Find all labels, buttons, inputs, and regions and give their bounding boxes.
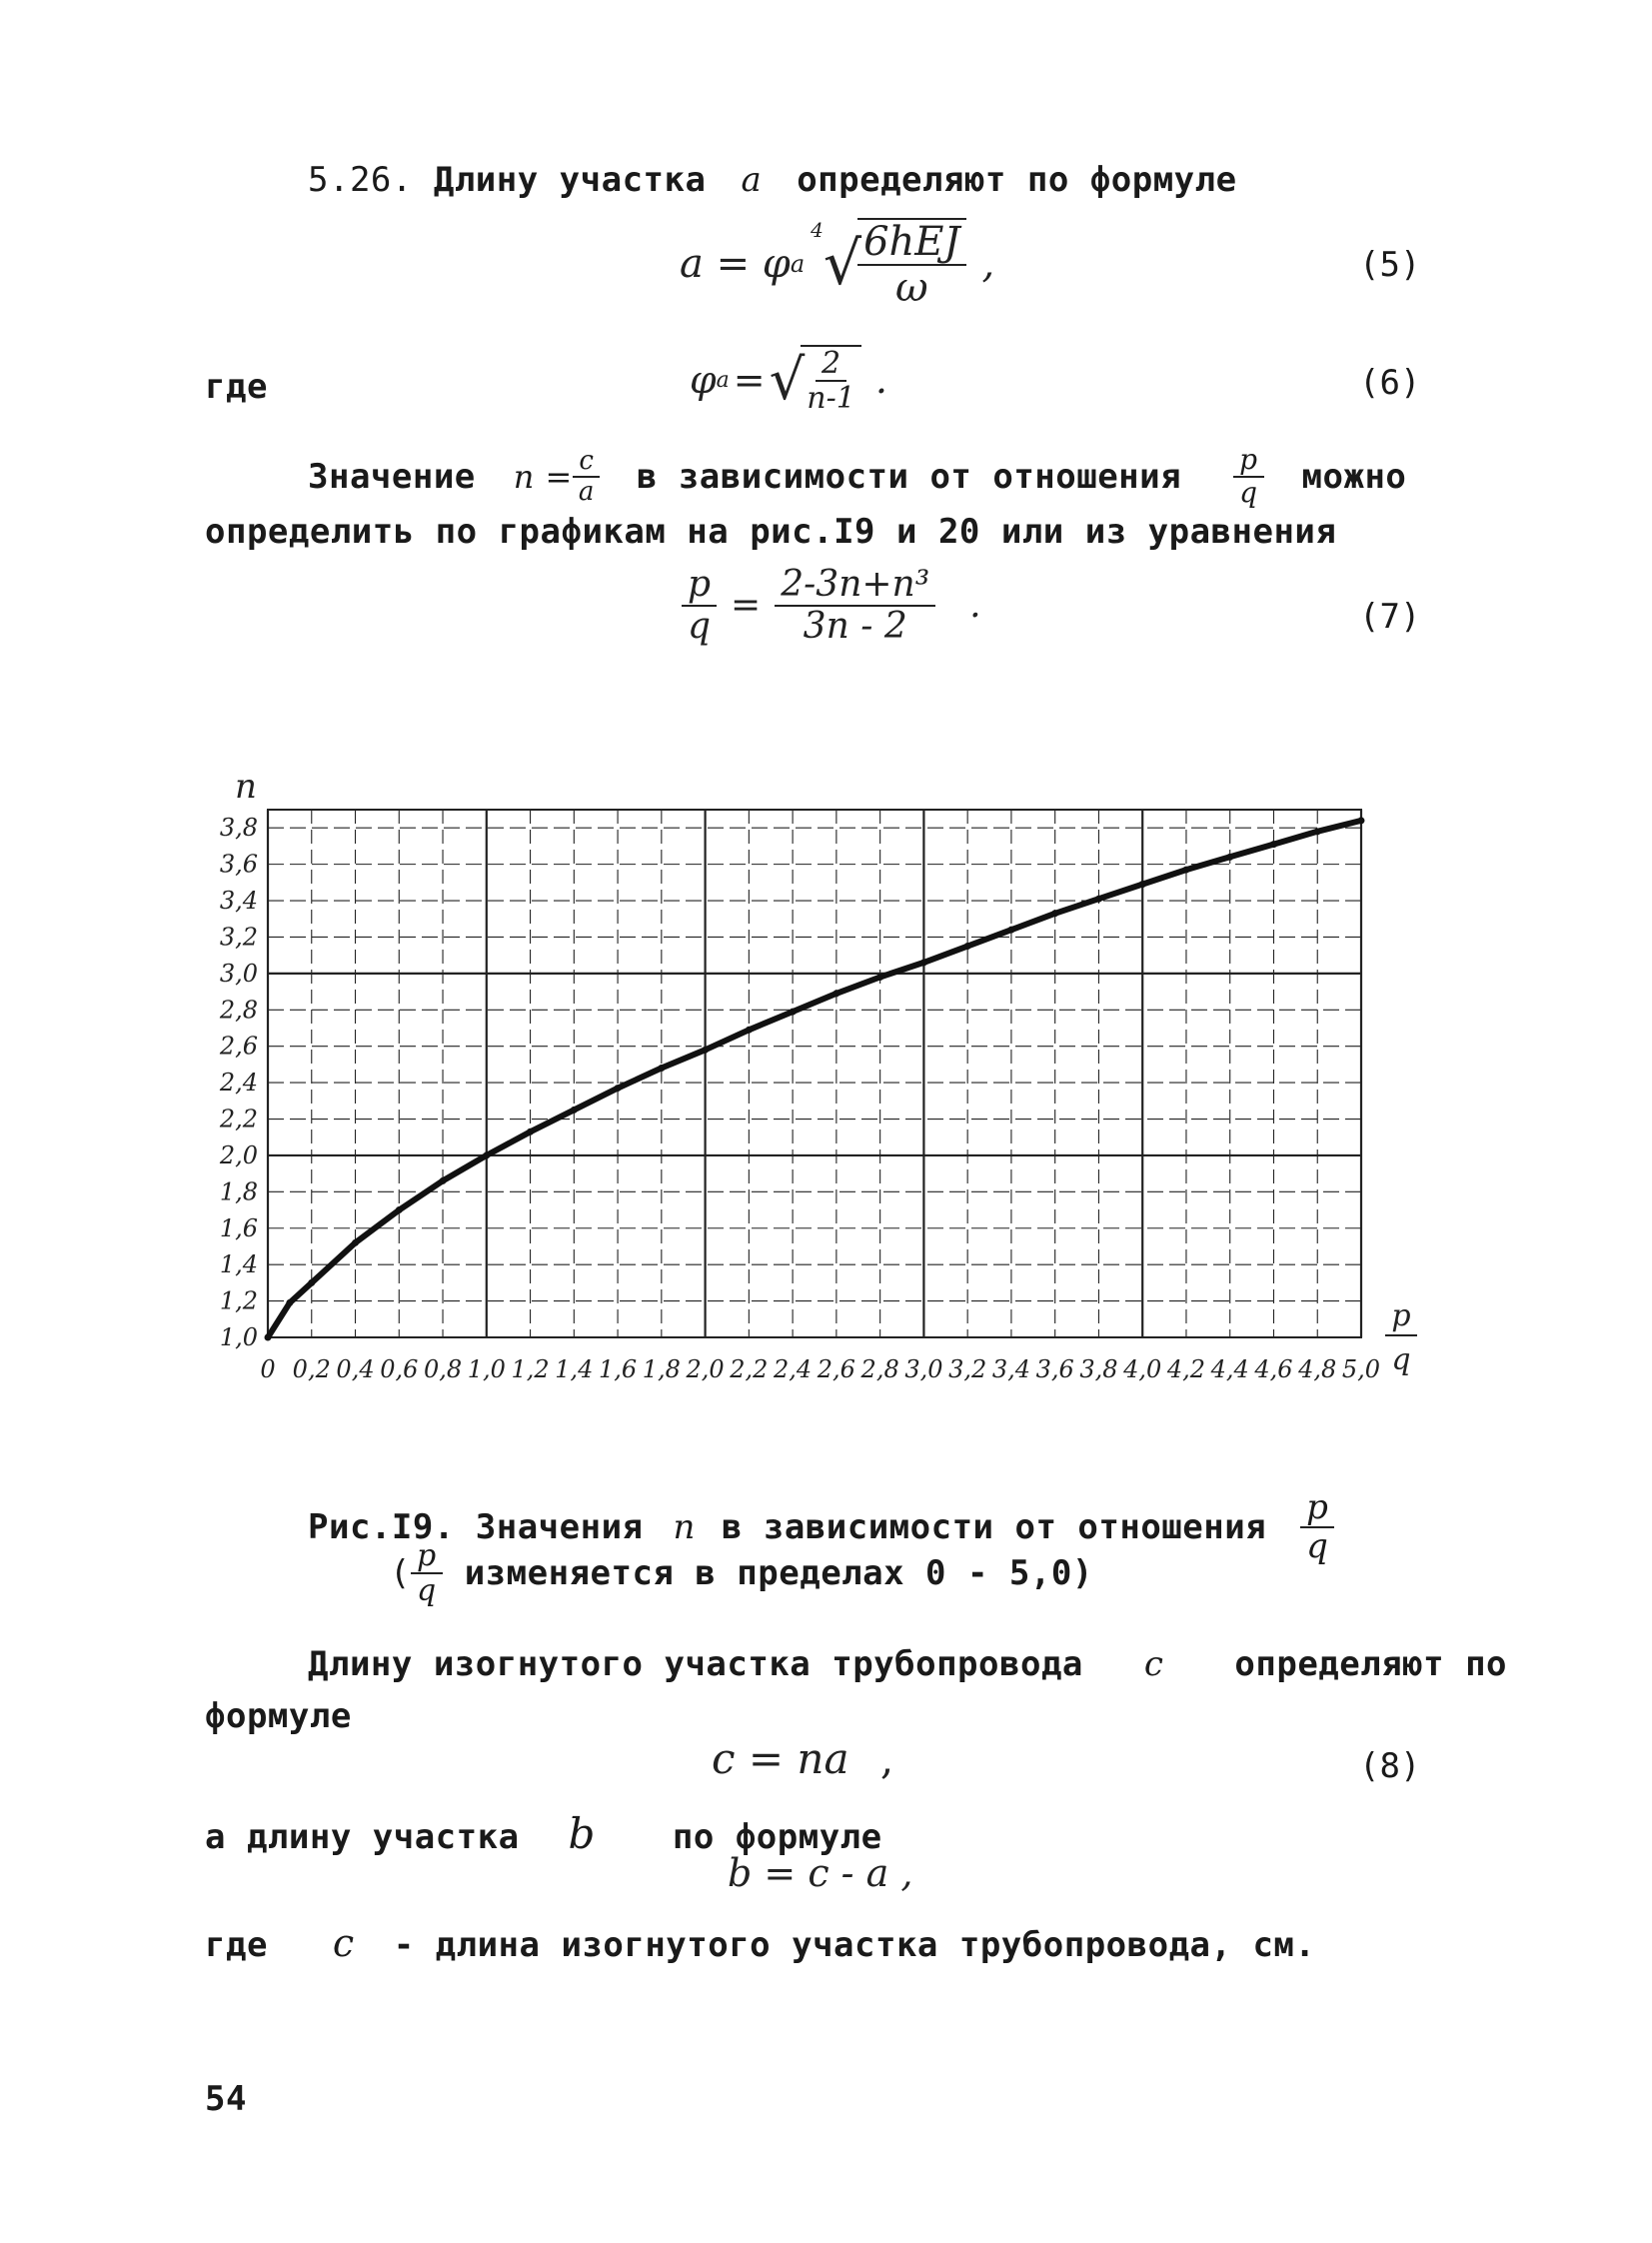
y-axis-label: n	[235, 767, 257, 807]
y-tick-label: 1,6	[219, 1213, 258, 1242]
data-point	[440, 1177, 447, 1184]
x-tick-label: 2,2	[730, 1355, 769, 1383]
chart-axes	[268, 810, 1361, 1337]
x-tick-label: 0	[260, 1355, 276, 1383]
chart-grid	[268, 810, 1361, 1337]
x-tick-label: 1,2	[511, 1355, 550, 1383]
y-tick-label: 2,0	[219, 1140, 258, 1169]
caption-line1: Рис.I9. Значения	[308, 1507, 644, 1548]
x-tick-label: 3,4	[991, 1355, 1031, 1383]
paragraph-1-line-2: определить по графикам на рис.I9 и 20 или из уравнения	[205, 512, 1337, 552]
y-tick-label: 3,4	[219, 887, 258, 916]
y-tick-label: 3,8	[219, 814, 258, 843]
data-point	[1139, 881, 1146, 888]
eq6-number: (6)	[1359, 363, 1421, 403]
data-point	[1314, 828, 1321, 835]
caption-line1-mid: в зависимости от отношения	[721, 1507, 1267, 1548]
para1-pq-den: q	[1239, 475, 1258, 509]
para1-end: можно	[1301, 456, 1407, 497]
para1-mid: в зависимости от отношения	[636, 456, 1182, 497]
paragraph-2-line-1	[308, 1644, 1507, 1684]
data-point	[702, 1047, 709, 1054]
data-point	[352, 1239, 359, 1246]
caption-pq-num: p	[1300, 1489, 1334, 1528]
figure-caption-line-2	[390, 1539, 1093, 1607]
y-tick-label: 1,0	[219, 1323, 258, 1351]
x-axis-label-num: p	[1391, 1298, 1411, 1333]
caption-pq-den: q	[1306, 1526, 1329, 1567]
caption-line2-fraction	[411, 1539, 443, 1607]
plot-frame	[268, 810, 1361, 1337]
x-tick-label: 1,6	[598, 1355, 638, 1383]
x-tick-label: 4,8	[1298, 1355, 1337, 1383]
data-point	[1182, 867, 1189, 874]
eq6-num: 2	[816, 347, 846, 382]
x-tick-label: 4,6	[1254, 1355, 1293, 1383]
var-a: a	[741, 160, 763, 200]
caption-line2-den: q	[416, 1573, 437, 1608]
caption-line2-rest: изменяется в пределах 0 - 5,0)	[464, 1553, 1093, 1593]
eq5-root-index: 4	[811, 218, 824, 242]
eq7-rhs-den: 3n - 2	[803, 605, 907, 647]
x-tick-label: 0,6	[380, 1355, 419, 1383]
data-point	[1270, 841, 1277, 848]
equation-8	[712, 1734, 893, 1783]
x-tick-label: 0,8	[423, 1355, 463, 1383]
series-line	[268, 821, 1361, 1337]
x-tick-label: 1,4	[555, 1355, 594, 1383]
x-tick-label: 3,8	[1079, 1355, 1118, 1383]
para3-var: b	[568, 1809, 596, 1858]
page-number: 54	[205, 2079, 247, 2119]
x-tick-label: 3,2	[948, 1355, 987, 1383]
x-tick-label: 4,4	[1210, 1355, 1249, 1383]
data-point	[1226, 854, 1233, 861]
y-tick-label: 2,4	[219, 1069, 258, 1098]
paragraph-4	[205, 1921, 1315, 1965]
data-point	[964, 943, 971, 950]
data-point	[1007, 927, 1014, 934]
x-tick-label: 5,0	[1341, 1355, 1381, 1383]
x-tick-label: 3,6	[1035, 1355, 1074, 1383]
x-tick-label: 2,6	[817, 1355, 855, 1383]
x-tick-label: 2,8	[860, 1355, 899, 1383]
eq5-number: (5)	[1359, 245, 1421, 285]
section-intro-tail: определяют по формуле	[797, 160, 1237, 200]
eq5-tail: ,	[981, 241, 995, 287]
data-point	[1051, 910, 1058, 917]
eq6-lhs-sub: a	[716, 367, 730, 393]
x-axis-label-den: q	[1391, 1342, 1411, 1377]
paragraph-2-line-2: формуле	[205, 1696, 352, 1736]
eq8-formula: c = na	[712, 1734, 849, 1783]
data-point	[265, 1334, 272, 1341]
data-point	[876, 974, 883, 981]
eq8-number: (8)	[1359, 1746, 1421, 1786]
x-tick-label: 4,0	[1123, 1355, 1162, 1383]
x-tick-label: 2,0	[686, 1355, 725, 1383]
y-tick-label: 3,6	[219, 850, 258, 879]
data-point	[1358, 817, 1365, 824]
eq7-rhs-num: 2-3n+n³	[775, 565, 935, 607]
para4-end: - длина изогнутого участка трубопровода, см.	[393, 1925, 1316, 1965]
eq5-lhs-sub: a	[790, 250, 806, 278]
y-tick-label: 1,4	[219, 1250, 258, 1279]
caption-pq-fraction	[1300, 1489, 1334, 1566]
para4-start: где	[205, 1925, 268, 1965]
equation-9: b = c - a ,	[728, 1851, 913, 1895]
data-point	[615, 1085, 622, 1092]
x-tick-label: 1,0	[467, 1355, 506, 1383]
data-point	[527, 1128, 534, 1135]
x-tick-label: 2,4	[774, 1355, 813, 1383]
data-point	[746, 1027, 753, 1034]
where-label: где	[205, 367, 268, 407]
para1-n-var: n =	[513, 457, 573, 496]
eq6-lhs: φ	[690, 358, 717, 402]
para2-start: Длину изогнутого участка трубопровода	[308, 1644, 1083, 1684]
eq7-eq: =	[731, 585, 762, 627]
eq7-lhs-den: q	[688, 605, 712, 647]
data-point	[658, 1065, 665, 1072]
eq7-number: (7)	[1359, 597, 1421, 637]
root-sign-icon: √	[823, 229, 862, 299]
data-point	[920, 959, 927, 966]
x-tick-label: 1,8	[642, 1355, 681, 1383]
x-tick-label: 4,2	[1166, 1355, 1206, 1383]
para1-pq-num: p	[1233, 445, 1263, 478]
data-point	[832, 990, 839, 997]
caption-line2-num: p	[411, 1539, 443, 1574]
data-point	[1095, 896, 1102, 903]
eq7-lhs-num: p	[682, 565, 717, 607]
y-tick-label: 2,8	[219, 996, 258, 1025]
eq6-den: n-1	[807, 381, 855, 416]
data-point	[483, 1151, 490, 1158]
data-point	[571, 1107, 578, 1114]
chart-curve	[265, 817, 1365, 1340]
para1-frac-den: a	[578, 476, 595, 507]
y-tick-label: 3,0	[219, 959, 258, 988]
para3-start: а длину участка	[205, 1817, 520, 1857]
data-point	[308, 1279, 315, 1286]
caption-line2-open: (	[390, 1553, 411, 1593]
y-tick-label: 3,2	[219, 923, 258, 952]
eq6-eq: =	[733, 358, 766, 402]
data-point	[790, 1009, 797, 1016]
para1-start: Значение	[308, 456, 476, 497]
para1-frac-num: c	[573, 447, 600, 478]
para4-var: c	[332, 1921, 355, 1965]
y-tick-label: 1,2	[219, 1286, 258, 1315]
eq5-lhs: a = φ	[680, 241, 791, 287]
data-point	[396, 1206, 403, 1213]
eq5-den: ω	[895, 265, 928, 311]
eq8-tail: ,	[879, 1734, 894, 1783]
eq6-tail: .	[874, 358, 887, 402]
para2-var: c	[1143, 1644, 1164, 1684]
data-point	[286, 1299, 293, 1306]
x-tick-label: 3,0	[904, 1355, 943, 1383]
section-intro: Длину участка	[433, 160, 707, 200]
y-tick-label: 2,2	[219, 1105, 258, 1133]
x-tick-label: 0,4	[336, 1355, 375, 1383]
x-tick-label: 0,2	[292, 1355, 331, 1383]
caption-n-var: n	[673, 1507, 696, 1548]
para3-end: по формуле	[672, 1817, 882, 1857]
eq7-tail: .	[969, 585, 981, 627]
y-tick-label: 1,8	[219, 1177, 258, 1206]
eq5-num: 6hEJ	[857, 220, 965, 266]
root-sign-icon-2: √	[769, 347, 806, 413]
para2-end: определяют по	[1234, 1644, 1508, 1684]
y-tick-label: 2,6	[219, 1032, 258, 1061]
chart-ticks	[219, 767, 1417, 1383]
section-number: 5.26.	[308, 160, 413, 200]
